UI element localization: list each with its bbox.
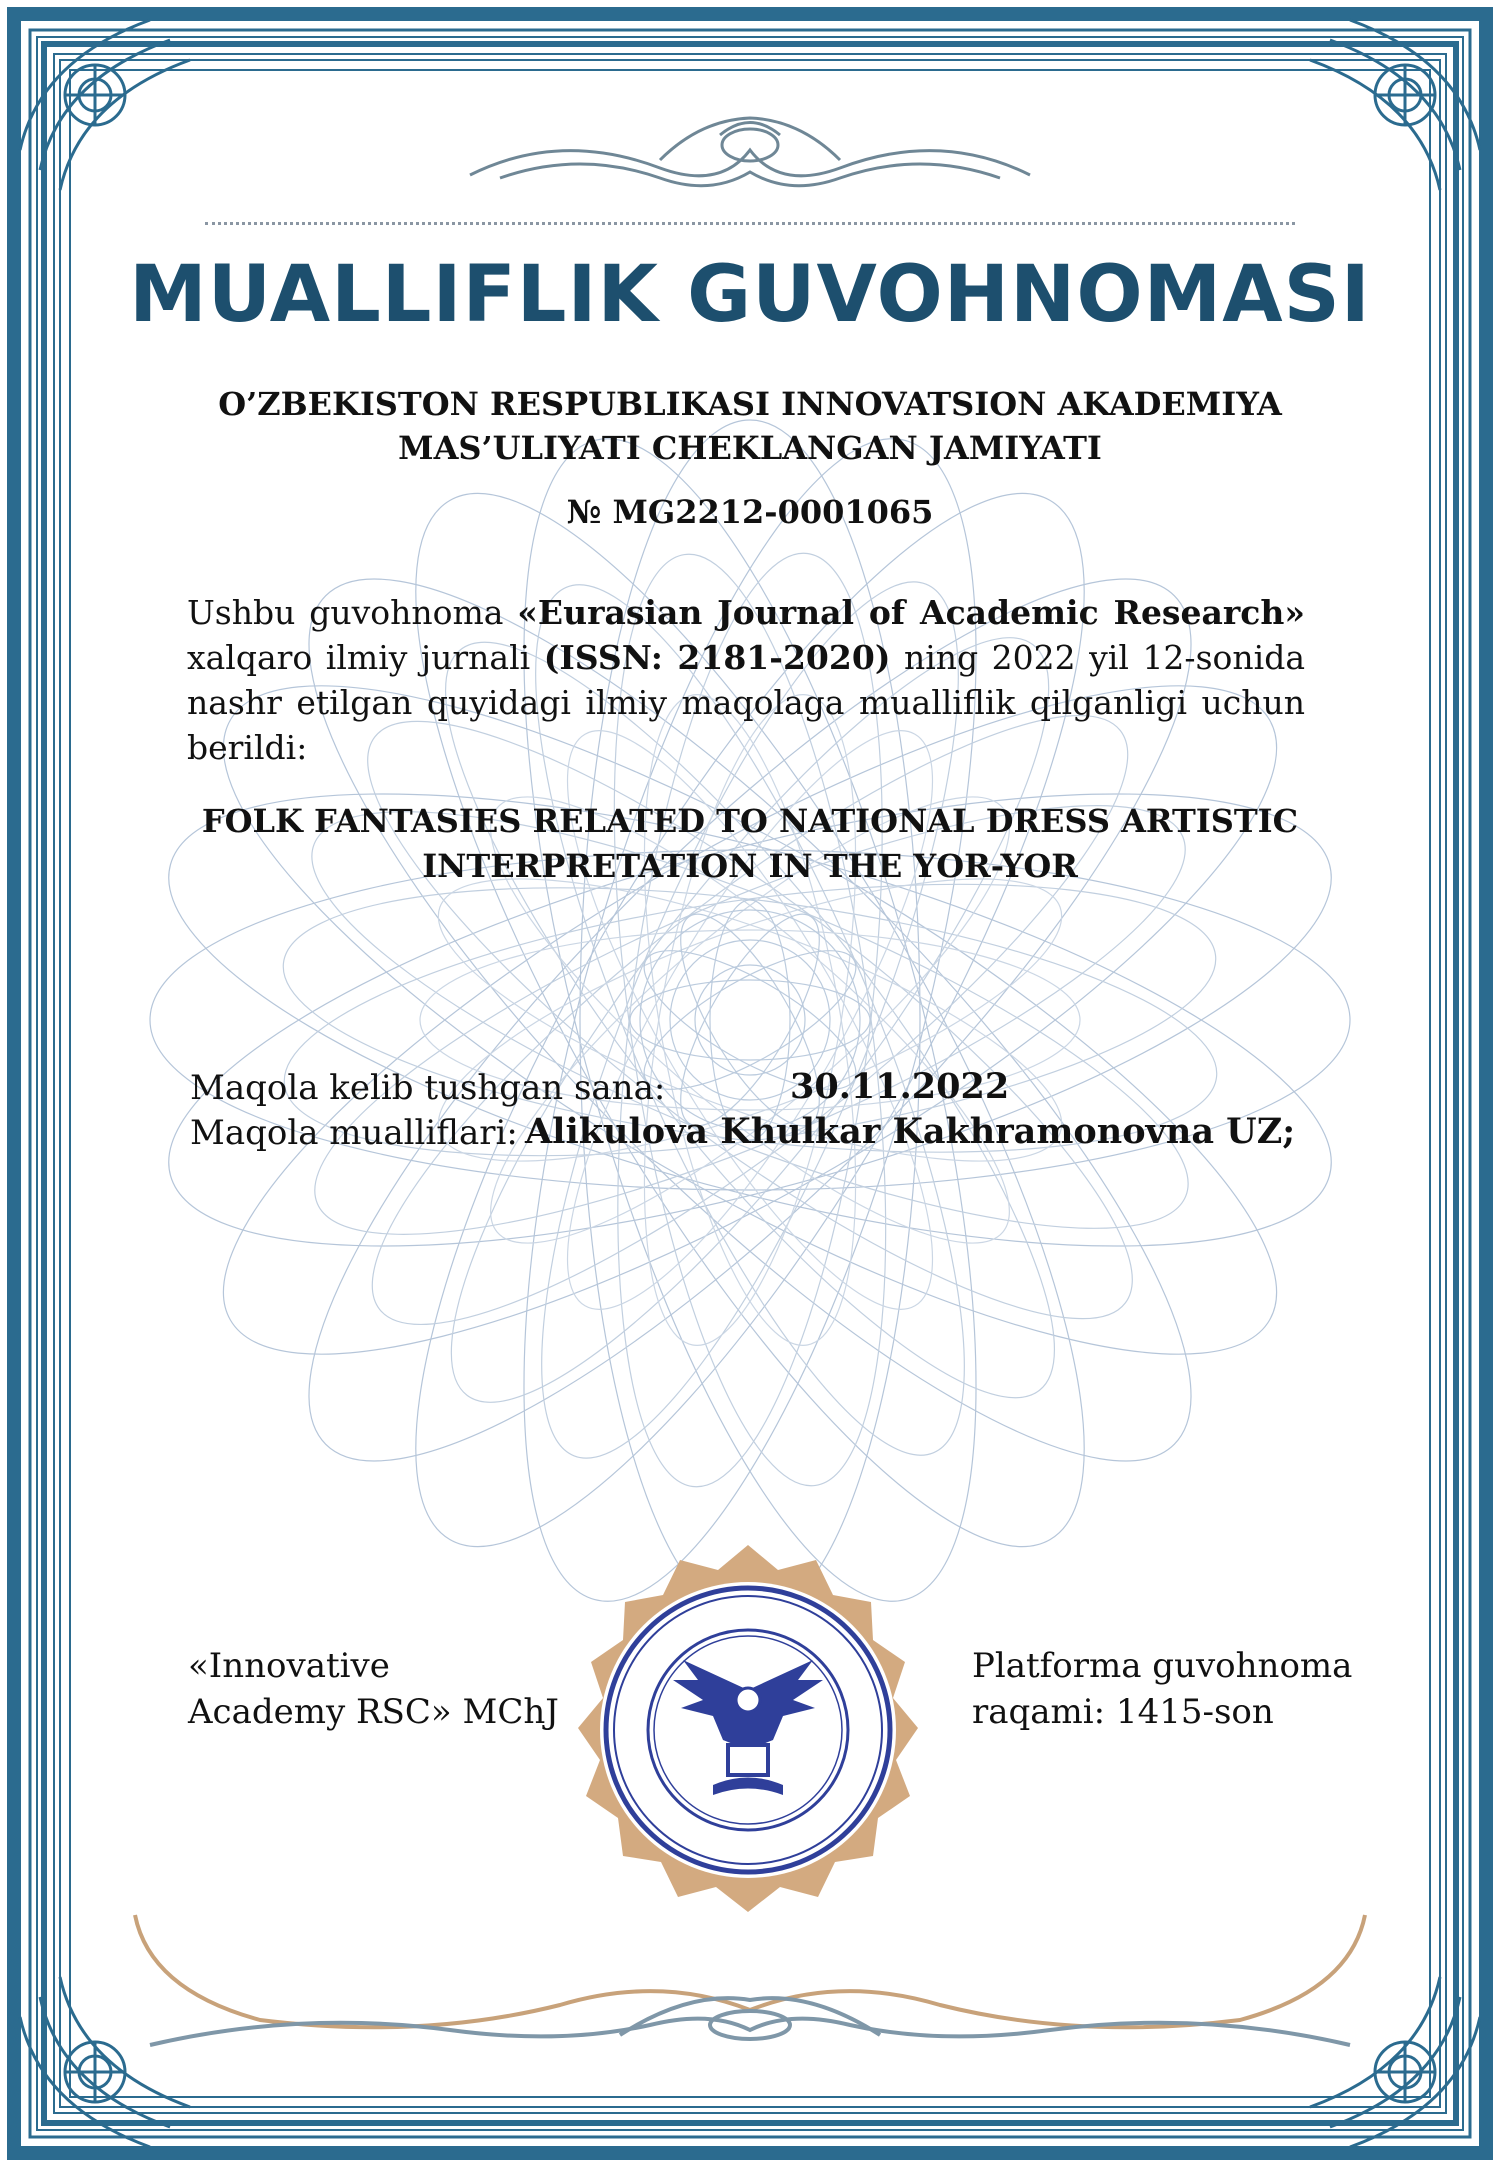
issuer-name-line-1: «Innovative (188, 1646, 390, 1686)
journal-name: «Eurasian Journal of Academic Research» (517, 593, 1305, 632)
authors-value: Alikulova Khulkar Kakhramonovna UZ; (525, 1111, 1296, 1152)
organization-line-1: O’ZBEKISTON RESPUBLIKASI INNOVATSION AKADEMIYA (218, 385, 1282, 423)
organization-line-2: MAS’ULIYATI CHEKLANGAN JAMIYATI (398, 429, 1102, 467)
certificate-number: № MG2212-0001065 (566, 493, 934, 531)
submission-date-value: 30.11.2022 (790, 1066, 1010, 1107)
journal-issn: (ISSN: 2181-2020) (543, 638, 891, 677)
body-text-part-2: xalqaro ilmiy jurnali (187, 638, 544, 677)
certificate-body-text (187, 590, 1305, 770)
body-text-part-3: ning 2022 yil 12-sonida nashr etilgan quyidagi ilmiy maqolaga mualliflik qilganligi uchun berildi: (187, 638, 1305, 767)
platform-registration-line-2: raqami: 1415-son (972, 1692, 1274, 1732)
submission-date-label: Maqola kelib tushgan sana: (190, 1068, 666, 1108)
guilloche-rosette (126, 396, 1373, 1643)
certificate-title: MUALLIFLIK GUVOHNOMASI (129, 250, 1371, 340)
issuer-name (188, 1643, 559, 1735)
issuer-name-line-2: Academy RSC» MChJ (188, 1692, 559, 1732)
platform-registration (972, 1643, 1352, 1735)
platform-registration-line-1: Platforma guvohnoma (972, 1646, 1353, 1686)
authors-label: Maqola mualliflari: (190, 1113, 518, 1153)
body-text-part-1: Ushbu guvohnoma (187, 593, 518, 632)
dotted-divider (205, 222, 1295, 225)
article-title-line-2: INTERPRETATION IN THE YOR-YOR (422, 847, 1078, 885)
official-seal-icon (563, 1540, 933, 1945)
top-ornament-icon (470, 118, 1030, 186)
article-title-line-1: FOLK FANTASIES RELATED TO NATIONAL DRESS ARTISTIC (201, 802, 1299, 840)
